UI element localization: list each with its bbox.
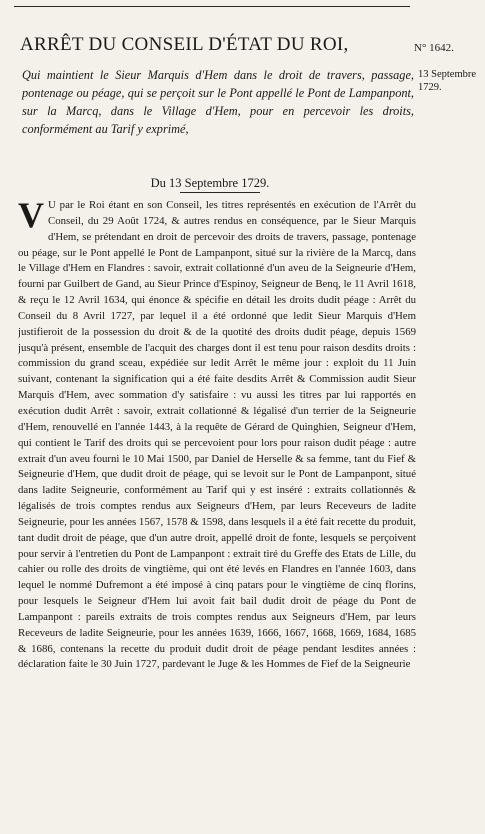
document-number: N° 1642. [414,42,454,54]
body-paragraph: U par le Roi étant en son Conseil, les titres représentés en exécution de l'Arrêt du Conseil, du 29 Août 1724, & autres rendus en conséquence, par le Sieur Marquis d'Hem, se prétendant en droit de percevoir des droits de travers, passage, pontenage ou péage, sur le Pont appellé le Pont de Lampanpont, situé sur la rivière de la Marcq, dans le Village d'Hem en Flandres : savoir, extrait collationné d'un aveu de la Seigneurie d'Hem, fourni par Guilbert de Gand, au Sieur Prince d'Espinoy, Seigneur de Benq, le 11 Avril 1618, & reçu le 12 Avril 1634, qui énonce & spécifie en détail les droits dudit péage : Arrêt du Conseil du 8 Avril 1727, par lequel il a été ordonné que ledit Sieur Marquis d'Hem justifieroit de la possession du droit & de la quotité des droits dudit péage, depuis 1569 jusqu'à présent, ensemble de l'acquit des charges dont il est tenu pour raison desdits droits : commission du grand sceau, expédiée sur ledit Arrêt le même jour : exploit du 11 Juin suivant, contenant la signification qui a été faite desdits Arrêt & Commission audit Sieur Marquis d'Hem, avec sommation d'y satisfaire : vu aussi les titres par lui rapportés en exécution dudit Arrêt : savoir, extrait collationné & légalisé d'un terrier de la Seigneurie d'Hem, renouvellé en l'année 1443, à la requête de Gérard de Quinghien, Seigneur d'Hem, qui contient le Tarif des droits qui se percevoient pour lors pour raison dudit péage : autre extrait d'un aveu fourni le 10 Mai 1500, par Daniel de Herselle & sa femme, tant du Fief & Seigneurie d'Hem, que dudit droit de péage, qui se levoit sur le Pont de Lampanpont, situé dans ladite Seigneurie, conformément au Tarif qui y est inséré : extraits collationnés & légalisés de trois comptes rendus aux Seigneurs d'Hem, par leurs Receveurs de ladite Seigneurie, pour les années 1567, 1578 & 1598, dans lesquels il a été fait recette du produit, tant dudit droit de péage, que d'un autre droit, appellé droit de fonte, lesquels se perçoivent pour servir à l'entretien du Pont de Lampanpont : extrait tiré du Greffe des Etats de Lille, du cahier ou rolle des droits de vingtième, qui ont été levés en Flandres en l'année 1603, dans lequel le nommé Dufremont a été imposé à cinq patars pour le vingtième de cinq florins, pour lesquels le Seigneur d'Hem lui avoit fait bail dudit droit de péage du Pont de Lampanpont : pareils extraits de trois comptes rendus aux Seigneurs d'Hem, par leurs Receveurs de ladite Seigneurie, pour les années 1639, 1666, 1667, 1668, 1669, 1684, 1685 & 1686, contenans la recette du produit dudit droit de péage pendant lesdites années : déclaration faite le 30 Juin 1727, pardevant le Juge & les Hommes de Fief de la Seigneurie [18,199,416,671]
document-title: ARRÊT DU CONSEIL D'ÉTAT DU ROI, [20,34,349,55]
top-rule [14,6,410,7]
drop-cap: V [18,198,44,235]
sidebar-date: 13 Septembre 1729. [418,69,477,93]
dateline: Du 13 Septembre 1729. [150,176,270,190]
document-subtitle: Qui maintient le Sieur Marquis d'Hem dans le droit de travers, passage, pontenage ou péage, qui se perçoit sur le Pont appellé le Pont de Lampanpont, sur la Marcq, dans le Village d'Hem, pour en percevoir les droits, conformément au Tarif y exprimé, [22,68,414,136]
dateline-rule [180,192,260,193]
body-text [18,198,416,828]
